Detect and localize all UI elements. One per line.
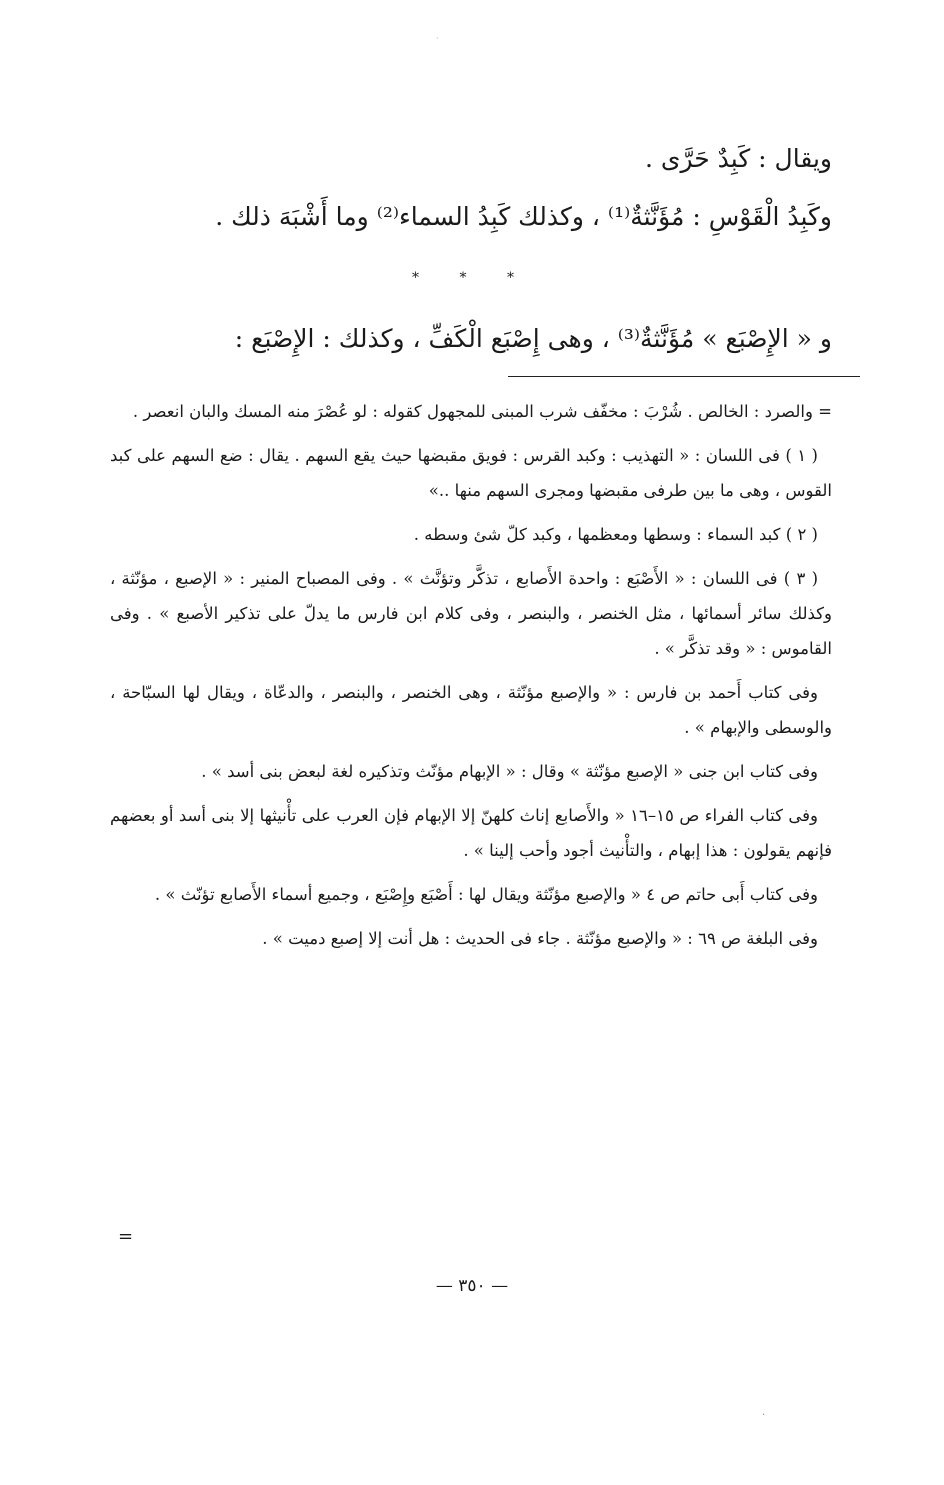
footnote-3: ( ٣ ) فى اللسان : « الأَصْبَع : واحدة الأَصابع ، تذكَّر وتؤنَّث » . وفى المصباح المنير : « الإصبع ، مؤنّثة ، وكذلك سائر أسمائها ، مثل الخنصر ، والبنصر ، وفى كلام ابن فارس ما يدلّ على تذكير الأصبع » . وفى القاموس : « وقد تذكَّر » . (110, 569, 832, 658)
footnote-2: ( ٢ ) كبد السماء : وسطها ومعظمها ، وكبد كلّ شئ وسطه . (413, 525, 818, 544)
footnote-3-ibn-faris: وفى كتاب أَحمد بن فارس : « والإصبع مؤنّثة ، وهى الخنصر ، والبنصر ، والدعّاة ، ويقال لها السبّاحة ، والوسطى والإبهام » . (110, 683, 832, 737)
scan-mark: · (436, 34, 439, 43)
footnote-3-abu-hatim: وفى كتاب أَبى حاتم ص ٤ « والإصبع مؤنّثة ويقال لها : أَصْبَع وإِصْبَع ، وجميع أسماء الأَصابع تؤنّث » . (154, 885, 818, 904)
footnote-continuation: = والصرد : الخالص . شُرْبَ : مخفّف شرب المبنى للمجهول كقوله : لو عُصْرَ منه المسك والبان انعصر . (132, 402, 832, 421)
footnote-divider (508, 376, 860, 377)
page-number: — ٣٥٠ — (435, 1276, 509, 1296)
main-text-line-2: وكَبِدُ الْقَوْسِ : مُؤَنَّثةٌ⁽¹⁾ ، وكذلك كَبِدُ السماء⁽²⁾ وما أَشْبَهَ ذلك . (215, 202, 832, 231)
footnote-3-farra: وفى كتاب الفراء ص ١٥–١٦ « والأَصابع إناث كلهنّ إلا الإبهام فإن العرب على تأْنيثها إلا بنى أسد أو بعضهم فإنهم يقولون : هذا إبهام ، والتأْنيث أجود وأحب إلينا » . (110, 806, 832, 860)
footnote-3-bulgha: وفى البلغة ص ٦٩ : « والإصبع مؤنّثة . جاء فى الحديث : هل أنت إلا إصبع دميت » . (262, 929, 818, 948)
main-text-line-1: ويقال : كَبِدٌ حَرَّى . (645, 144, 832, 173)
section-separator: * * * (412, 270, 532, 286)
main-text-line-3: و « الإِصْبَع » مُؤَنَّثةٌ⁽³⁾ ، وهى إِصْبَع الْكَفِّ ، وكذلك : الإِصْبَع : (234, 324, 832, 353)
footnotes-section (110, 394, 832, 965)
footnote-1: ( ١ ) فى اللسان : « التهذيب : وكبد القرس : فويق مقبضها حيث يقع السهم . يقال : ضع السهم على كبد القوس ، وهى ما بين طرفى مقبضها ومجرى السهم منها ..» (110, 446, 832, 500)
continuation-mark: = (118, 1226, 134, 1247)
footnote-3-ibn-jinni: وفى كتاب ابن جنى « الإصبع مؤنّثة » وقال : « الإبهام مؤنّث وتذكيره لغة لبعض بنى أسد » . (201, 762, 818, 781)
scan-mark-bottom: · (762, 1410, 766, 1421)
